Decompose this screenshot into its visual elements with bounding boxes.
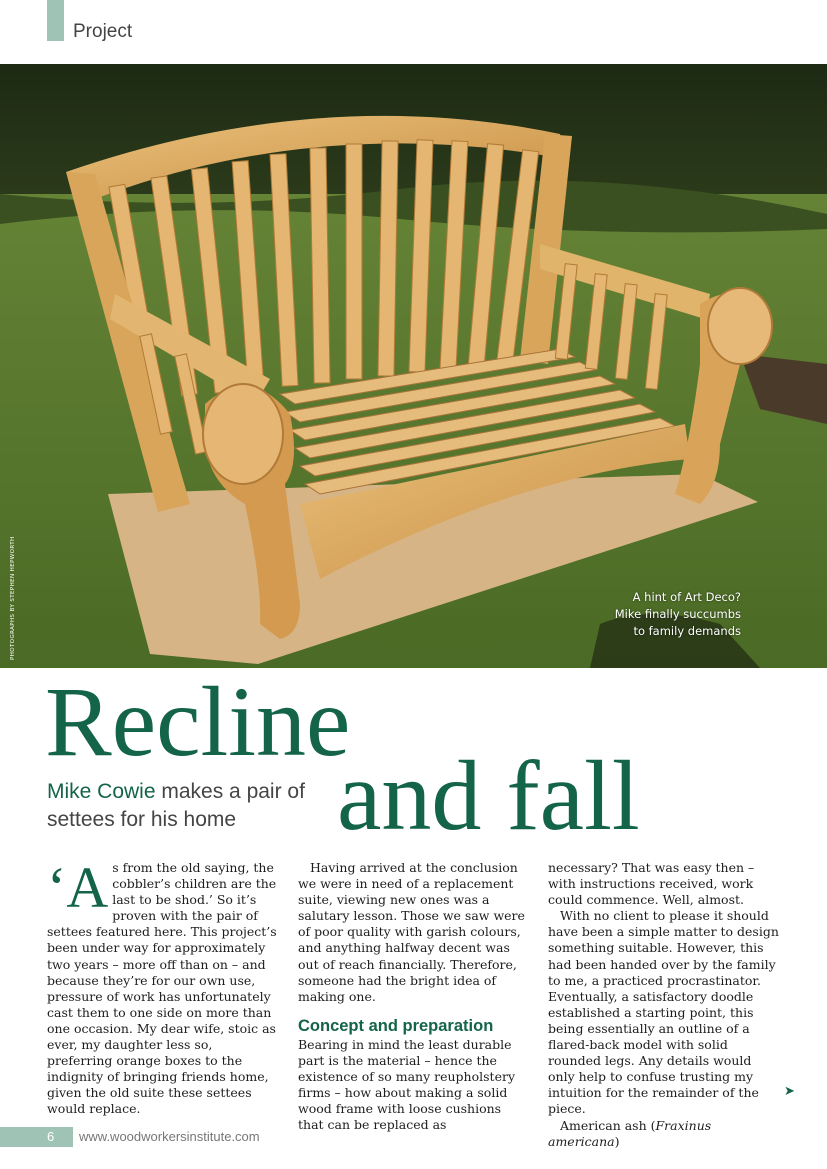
caption-line: Mike finally succumbs [614,607,741,621]
paragraph: s from the old saying, the cobbler’s children are the last to be shod.’ So it’s proven with the pair of settees featured here. This project’s been under way for approximately two years – more off than on – and because they’re for our own use, pressure of work has unfortunately cast them to one side on more than one occasion. My dear wife, stoic as ever, my daughter less so, preferring orange boxes to the indignity of bringing friends home, given the old suite these settees would replace. [47,860,277,1117]
standfirst [47,778,317,834]
latin-name: Fraxinus americana [548,1117,712,1149]
text-run: ) [614,1133,620,1149]
subheading: Concept and preparation [298,1016,494,1035]
paragraph: With no client to please it should have been a simple matter to design something suitable. However, this had been handed over by the family to me, a practiced procrastinator. Eventually, a satisfactory doodle established a starting point, this being essentially an outline of a flared-back model with solid rounded legs. Any details would only help to confuse trusting my intuition for the remainder of the piece. [548,908,779,1117]
footer-bar [0,1127,73,1147]
headline-line-1: Recline [45,666,351,777]
section-bar [47,0,64,41]
section-label: Project [73,21,133,42]
standfirst-text: makes a pair of settees for his home [47,780,305,831]
settee-photo [0,64,827,668]
article-column-1 [47,855,279,1118]
footer-url: www.woodworkersinstitute.com [79,1129,260,1144]
page-number: 6 [47,1129,55,1144]
continue-arrow-icon: ➤ [784,1084,795,1099]
settee-illustration [0,64,827,668]
photo-credit: PHOTOGRAPHS BY STEPHEN HEPWORTH [10,536,16,660]
paragraph: Bearing in mind the least durable part is the material – hence the existence of so many reupholstery firms – how about making a solid wood frame with loose cushions that can be replaced as [298,1036,516,1133]
caption-line: to family demands [633,624,741,638]
paragraph [548,1118,780,1150]
caption-line: A hint of Art Deco? [632,590,741,604]
article-column-2 [298,860,530,1133]
headline-line-2: and fall [337,740,640,851]
author-name: Mike Cowie [47,780,156,803]
drop-cap: ‘A [47,855,109,920]
photo-caption [481,589,741,640]
paragraph: necessary? That was easy then – with instructions received, work could commence. Well, almost. [548,860,755,908]
paragraph: Having arrived at the conclusion we were in need of a replacement suite, viewing new ones was a salutary lesson. Those we saw were of poor quality with garish colours, and anything halfway decent was out of reach financially. Therefore, someone had the bright idea of making one. [298,860,525,1004]
text-run: American ash ( [560,1117,656,1133]
article-column-3 [548,860,780,1150]
